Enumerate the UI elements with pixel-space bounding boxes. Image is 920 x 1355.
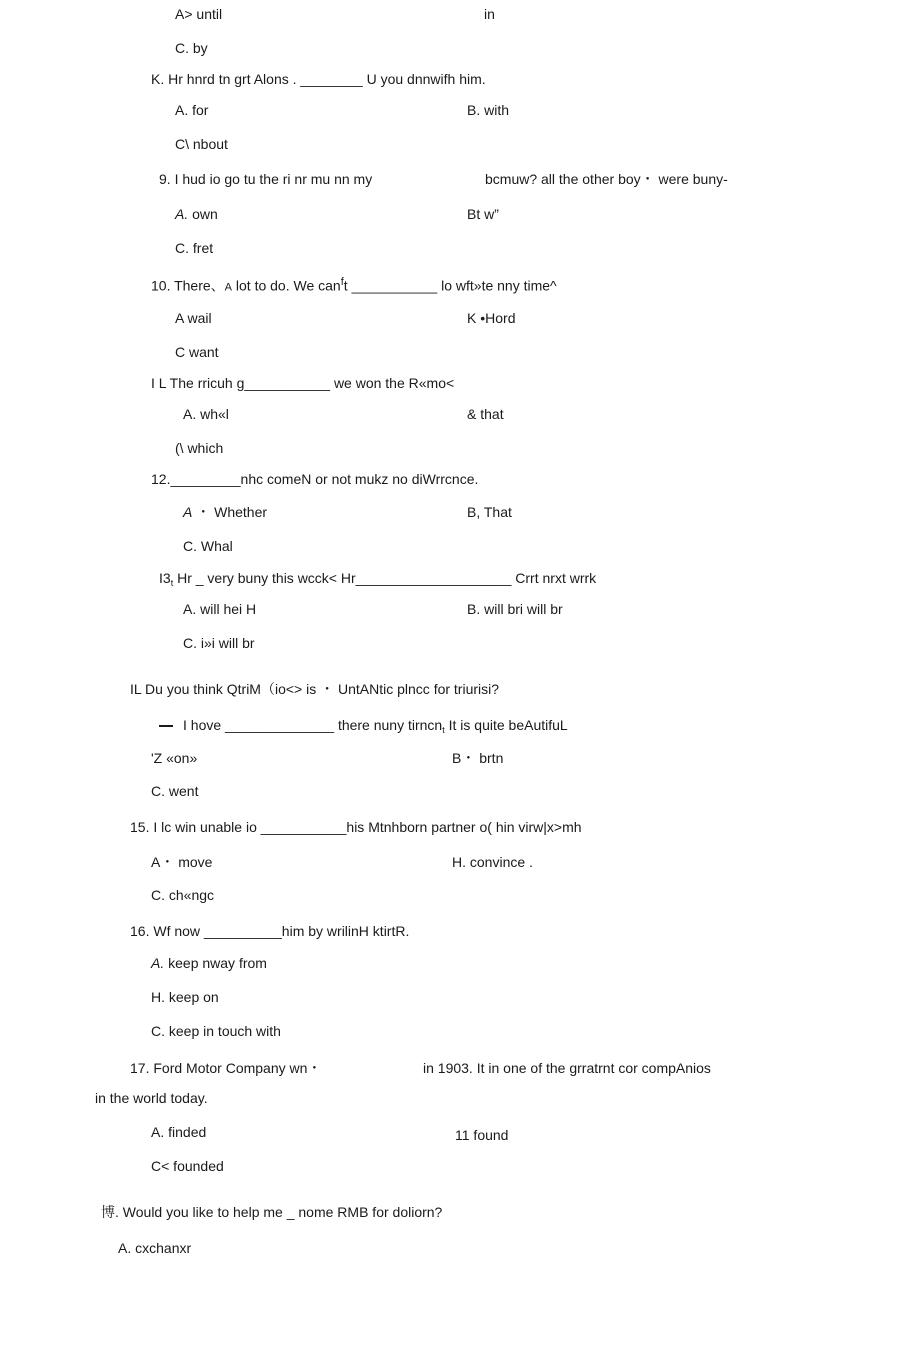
option-text: B, That bbox=[467, 504, 512, 520]
question-text: I hove bbox=[183, 717, 222, 733]
option-text bbox=[183, 503, 267, 521]
option-text: A wail bbox=[175, 310, 212, 326]
option-letter: A. bbox=[175, 206, 189, 222]
question-text: in the world today. bbox=[95, 1090, 208, 1106]
question-text: his Mtnhborn partner o( hin virw|x>mh bbox=[346, 819, 582, 835]
question-text: lo wft»te nny time^ bbox=[441, 277, 557, 294]
option-word: ・ Whether bbox=[196, 504, 268, 520]
option-text: H. convince . bbox=[452, 854, 533, 870]
question-11 bbox=[151, 374, 454, 392]
option-text: A. wh«l bbox=[183, 406, 229, 422]
option-text: C< founded bbox=[151, 1158, 224, 1174]
answer-blank: __________ bbox=[203, 923, 282, 939]
option-text: C. i»i will br bbox=[183, 635, 255, 651]
question-12 bbox=[151, 470, 478, 488]
option-text: A・ move bbox=[151, 854, 213, 870]
option-word: own bbox=[192, 206, 218, 222]
option-text: A. finded bbox=[151, 1124, 207, 1140]
question-text: U you dnnwifh him. bbox=[366, 71, 486, 87]
answer-blank: ________ bbox=[300, 71, 363, 87]
option-text: B. with bbox=[467, 102, 510, 118]
option-text: B. will bri will br bbox=[467, 601, 563, 617]
option-text: C. by bbox=[175, 40, 208, 56]
option-text: & that bbox=[467, 406, 504, 422]
option-text: C want bbox=[175, 344, 219, 360]
option-text: H. keep on bbox=[151, 989, 219, 1005]
question-text: in 1903. It in one of the grratrnt cor compAnios bbox=[423, 1060, 711, 1076]
question-15 bbox=[130, 818, 582, 836]
option-text: (\ which bbox=[175, 440, 224, 456]
option-text: C\ nbout bbox=[175, 136, 228, 152]
dialogue-reply bbox=[159, 716, 568, 739]
question-8 bbox=[151, 70, 486, 88]
answer-blank: ____________________ bbox=[355, 570, 512, 586]
question-text: 16. Wf now bbox=[130, 923, 201, 939]
answer-blank: ______________ bbox=[225, 717, 335, 733]
question-text: we won the R«mo< bbox=[333, 375, 455, 391]
option-text: A. for bbox=[175, 102, 209, 118]
question-13 bbox=[159, 569, 596, 592]
option-text bbox=[175, 205, 218, 223]
question-text: A bbox=[224, 281, 233, 294]
question-9: 9. I hud io go tu the ri nr mu nn my bbox=[159, 171, 373, 187]
question-text: him by wrilinH ktirtR. bbox=[281, 923, 410, 939]
option-text: 'Z «on» bbox=[151, 750, 198, 766]
answer-blank: ___________ bbox=[244, 375, 331, 391]
option-text: B・ brtn bbox=[452, 750, 504, 766]
question-14: IL Du you think QtriM（io<> is ・ UntANtic plncc for triurisi? bbox=[130, 681, 500, 697]
question-text: nhc comeN or not mukz no diWrrcnce. bbox=[240, 471, 479, 487]
question-number: 博 bbox=[101, 1205, 115, 1221]
subscript: t bbox=[170, 578, 174, 588]
option-text: A> until bbox=[175, 6, 223, 22]
option-text: C. keep in touch with bbox=[151, 1023, 281, 1039]
question-text: I L The rricuh g bbox=[151, 375, 245, 391]
answer-blank: _________ bbox=[170, 471, 241, 487]
option-text: K •Hord bbox=[467, 310, 516, 326]
option-text: C. ch«ngc bbox=[151, 887, 215, 903]
answer-blank: ___________ bbox=[260, 819, 347, 835]
question-text: 15. I lc win unable io bbox=[130, 819, 257, 835]
question-18 bbox=[101, 1203, 442, 1222]
question-text: Crrt nrxt wrrk bbox=[515, 570, 597, 586]
option-text: Bt w” bbox=[467, 206, 499, 222]
subscript: t bbox=[442, 725, 445, 735]
option-text: in bbox=[484, 6, 495, 22]
question-text: . Would you like to help me _ nome RMB for doliorn? bbox=[115, 1204, 443, 1220]
option-text: A. cxchanxr bbox=[118, 1240, 192, 1256]
option-letter: A bbox=[183, 504, 193, 520]
question-text: bcmuw? all the other boy・ were buny- bbox=[485, 171, 728, 187]
question-number: 12. bbox=[151, 471, 171, 487]
option-text: 11 found bbox=[455, 1127, 509, 1143]
option-text: C. went bbox=[151, 783, 199, 799]
option-letter: A. bbox=[151, 955, 165, 971]
question-text: lot to do. We can bbox=[235, 277, 341, 294]
question-text: there nuny tirncn bbox=[337, 717, 443, 733]
superscript: f bbox=[340, 276, 344, 288]
option-word: keep nway from bbox=[168, 955, 267, 971]
question-number: I3 bbox=[159, 570, 171, 586]
question-text: K. Hr hnrd tn grt Alons . bbox=[151, 71, 297, 87]
question-16 bbox=[130, 922, 409, 940]
question-text: Hr _ very buny this wcck< Hr bbox=[177, 570, 356, 586]
question-10 bbox=[151, 273, 557, 297]
option-text: C. fret bbox=[175, 240, 214, 256]
option-text: C. Whal bbox=[183, 538, 233, 554]
answer-blank: ___________ bbox=[351, 277, 438, 294]
question-text: t bbox=[343, 277, 348, 294]
question-number: 10. There、 bbox=[151, 277, 225, 294]
question-17: 17. Ford Motor Company wn・ bbox=[130, 1060, 322, 1076]
option-text bbox=[151, 954, 267, 972]
option-text: A. will hei H bbox=[183, 601, 257, 617]
dash-mark bbox=[159, 725, 173, 727]
question-text: It is quite beAutifuL bbox=[448, 717, 568, 733]
